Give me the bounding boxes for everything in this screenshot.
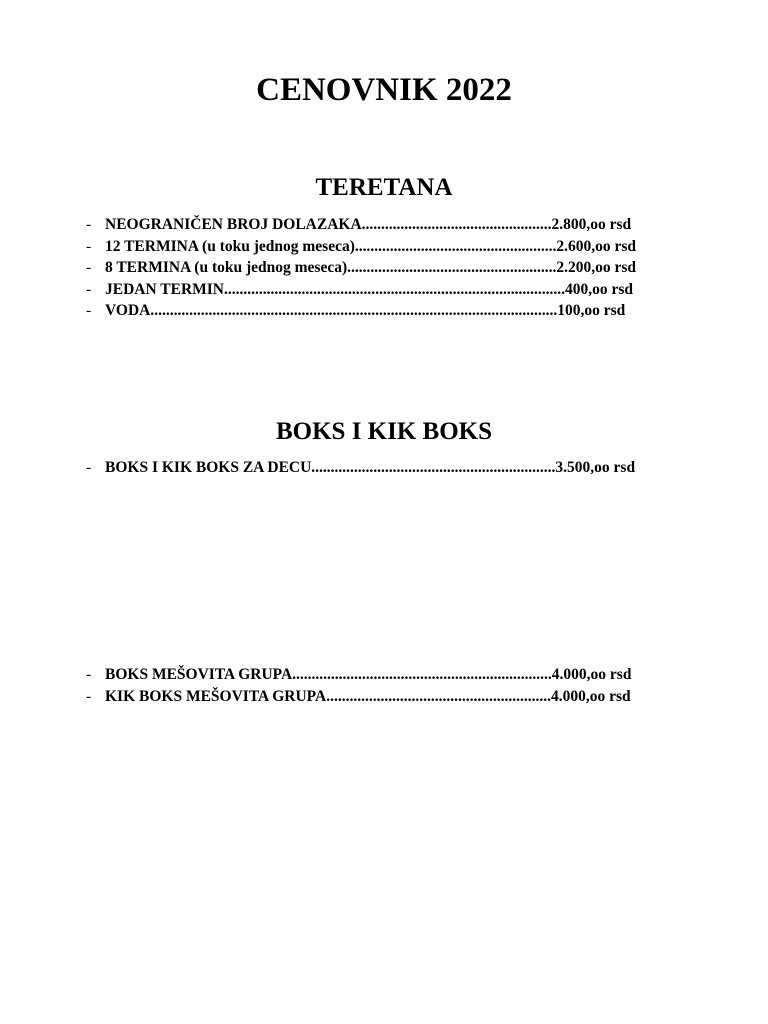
bullet-dash: -	[86, 216, 92, 233]
bullet-dash: -	[86, 666, 92, 683]
list-item	[86, 214, 698, 236]
list-item	[86, 457, 698, 479]
section-heading-boks: BOKS I KIK BOKS	[275, 418, 493, 445]
boks-price-list	[86, 457, 698, 479]
list-item	[86, 664, 698, 686]
price-line: BOKS MEŠOVITA GRUPA...................................................................4.000,oo rsd	[105, 666, 632, 683]
price-line: JEDAN TERMIN........................................................................................400,oo rsd	[105, 280, 634, 298]
price-line: BOKS I KIK BOKS ZA DECU...............................................................3.500,oo rsd	[105, 459, 636, 476]
bullet-dash: -	[86, 459, 92, 476]
teretana-price-list	[86, 214, 698, 322]
price-line: KIK BOKS MEŠOVITA GRUPA..........................................................4.000,oo rsd	[105, 687, 631, 705]
bullet-dash: -	[86, 280, 92, 298]
list-item	[86, 686, 698, 708]
price-line: VODA.........................................................................................................100,oo rsd	[105, 302, 626, 320]
section-heading-teretana: TERETANA	[315, 174, 453, 201]
bullet-dash: -	[86, 237, 92, 255]
price-line: 12 TERMINA (u toku jednog meseca)....................................................2.600,oo rsd	[105, 237, 637, 255]
price-line: 8 TERMINA (u toku jednog meseca)......................................................2.200,oo rsd	[105, 259, 637, 277]
boks-group-price-list	[86, 664, 698, 707]
bullet-dash: -	[86, 259, 92, 277]
bullet-dash: -	[86, 302, 92, 320]
list-item	[86, 279, 698, 301]
list-item	[86, 300, 698, 322]
bullet-dash: -	[86, 687, 92, 705]
price-line: NEOGRANIČEN BROJ DOLAZAKA.................................................2.800,oo rsd	[105, 216, 632, 233]
list-item	[86, 236, 698, 258]
page-title: CENOVNIK 2022	[256, 72, 512, 108]
list-item	[86, 257, 698, 279]
